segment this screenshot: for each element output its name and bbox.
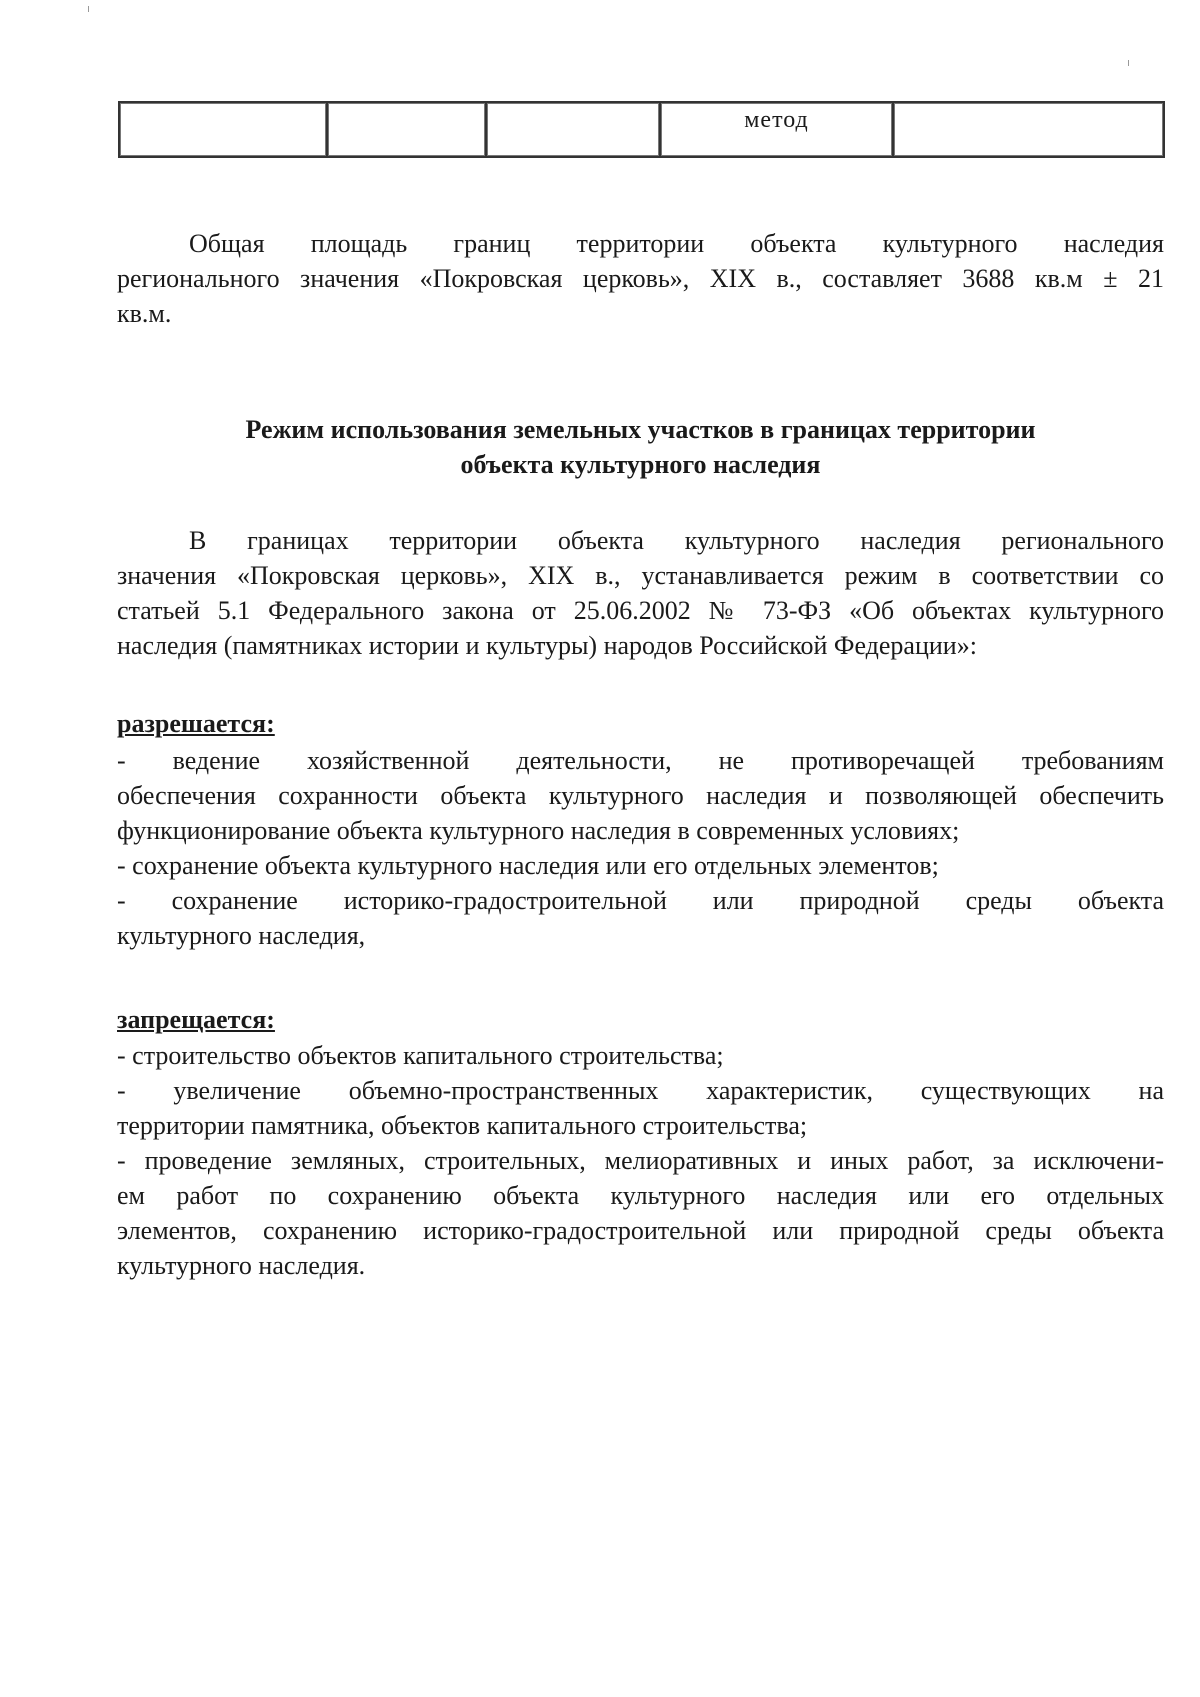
scan-mark	[1128, 60, 1129, 66]
list-line: - строительство объектов капитального строительства;	[117, 1041, 724, 1070]
list-line: элементов, сохранению историко-градостроительной или природной среды объекта	[117, 1216, 1164, 1245]
list-line: обеспечения сохранности объекта культурного наследия и позволяющей обеспечить	[117, 781, 1164, 810]
scan-mark	[88, 6, 89, 12]
paragraph-line: наследия (памятниках истории и культуры) народов Российской Федерации»:	[117, 631, 977, 660]
paragraph-line: Общая площадь границ территории объекта культурного наследия	[189, 229, 1164, 258]
paragraph-line: кв.м.	[117, 299, 172, 328]
forbidden-label: запрещается:	[117, 1005, 275, 1034]
list-line: - сохранение историко-градостроительной или природной среды объекта	[117, 886, 1164, 915]
list-line: - сохранение объекта культурного наследия или его отдельных элементов;	[117, 851, 939, 880]
table-fragment	[118, 101, 1165, 158]
table-cell	[893, 102, 1164, 157]
table-cell	[486, 102, 660, 157]
list-line: культурного наследия.	[117, 1251, 366, 1280]
allowed-list	[117, 743, 1164, 953]
paragraph-line: статьей 5.1 Федерального закона от 25.06.2002 № 73-ФЗ «Об объектах культурного	[117, 596, 1164, 625]
allowed-label: разрешается:	[117, 709, 275, 738]
list-line: территории памятника, объектов капитального строительства;	[117, 1111, 808, 1140]
list-line: - проведение земляных, строительных, мелиоративных и иных работ, за исключени-	[117, 1146, 1164, 1175]
table-cell: метод	[660, 102, 893, 157]
regime-paragraph	[117, 523, 1164, 663]
table-cell	[327, 102, 486, 157]
list-line: ем работ по сохранению объекта культурного наследия или его отдельных	[117, 1181, 1164, 1210]
table-cell	[119, 102, 327, 157]
paragraph-line: значения «Покровская церковь», XIX в., устанавливается режим в соответствии со	[117, 561, 1164, 590]
forbidden-list	[117, 1038, 1164, 1283]
section-heading	[117, 412, 1164, 482]
heading-line: объекта культурного наследия	[460, 450, 821, 479]
heading-line: Режим использования земельных участков в границах территории	[245, 415, 1036, 444]
list-line: культурного наследия,	[117, 921, 366, 950]
list-line: - увеличение объемно-пространственных характеристик, существующих на	[117, 1076, 1164, 1105]
paragraph-line: регионального значения «Покровская церковь», XIX в., составляет 3688 кв.м ± 21	[117, 264, 1164, 293]
area-paragraph	[117, 226, 1164, 331]
table-row	[119, 102, 1164, 157]
paragraph-line: В границах территории объекта культурного наследия регионального	[189, 526, 1164, 555]
list-line: функционирование объекта культурного наследия в современных условиях;	[117, 816, 960, 845]
list-line: - ведение хозяйственной деятельности, не противоречащей требованиям	[117, 746, 1164, 775]
